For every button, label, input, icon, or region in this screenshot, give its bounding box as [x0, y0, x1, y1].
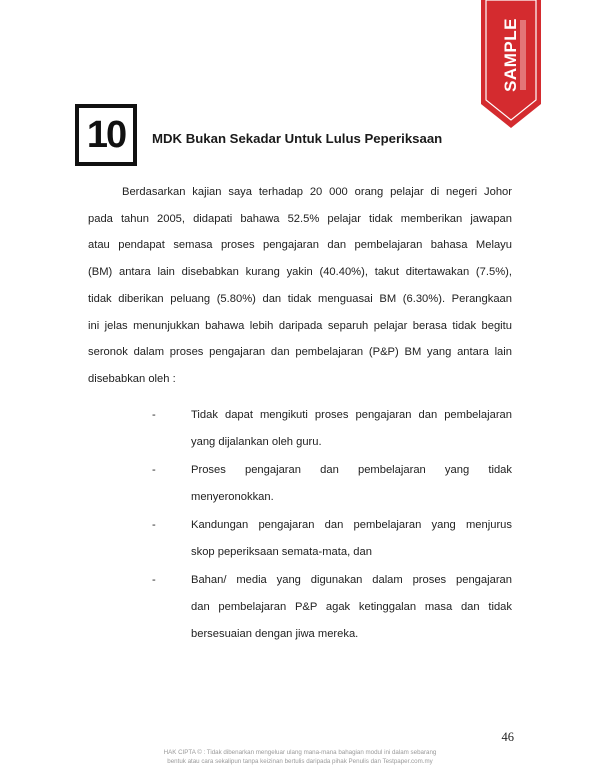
sample-ribbon: [481, 0, 541, 130]
list-item-line: menyeronokkan.: [191, 491, 274, 503]
paragraph-line: Berdasarkan kajian saya terhadap 20 000 orang pelajar di negeri Johor: [122, 186, 512, 198]
chapter-number: 10: [86, 113, 126, 156]
list-item-line: Bahan/ media yang digunakan dalam proses pengajaran: [191, 574, 512, 586]
paragraph-line: tidak diberikan peluang (5.80%) dan tidak menguasai BM (6.30%). Perangkaan: [88, 292, 512, 305]
list-item-line: Tidak dapat mengikuti proses pengajaran dan pembelajaran: [191, 409, 512, 421]
list-item-line: Proses pengajaran dan pembelajaran yang tidak: [191, 464, 512, 476]
list-item-line: bersesuaian dengan jiwa mereka.: [191, 628, 359, 640]
list-item: [152, 402, 512, 456]
list-item-line: skop peperiksaan semata-mata, dan: [191, 546, 372, 558]
paragraph-line: (BM) antara lain disebabkan kurang yakin (40.40%), takut ditertawakan (7.5%),: [88, 266, 512, 279]
sample-label: SAMPLE: [501, 18, 520, 92]
chapter-title: MDK Bukan Sekadar Untuk Lulus Peperiksaan: [152, 131, 443, 146]
list-item-line: yang dijalankan oleh guru.: [191, 436, 322, 448]
paragraph-line: ini jelas menunjukkan bahawa lebih daripada separuh pelajar berasa tidak begitu: [88, 319, 512, 332]
paragraph-line: disebabkan oleh :: [88, 372, 176, 385]
list-item: [152, 457, 512, 511]
bullet-dash: -: [152, 464, 156, 476]
list-item: [152, 512, 512, 566]
paragraph-line: pada tahun 2005, didapati bahawa 52.5% pelajar tidak memberikan jawapan: [88, 212, 512, 225]
page-number: 46: [501, 730, 514, 744]
list-item-line: Kandungan pengajaran dan pembelajaran yang menjurus: [191, 519, 512, 531]
paragraph-line: seronok dalam proses pengajaran dan pembelajaran (P&P) BM yang antara lain: [88, 346, 512, 359]
copyright-notice: [110, 748, 490, 766]
paragraph-line: atau pendapat semasa proses pengajaran dan pembelajaran bahasa Melayu: [88, 239, 512, 252]
bullet-dash: -: [152, 574, 156, 586]
bullet-dash: -: [152, 519, 156, 531]
bullet-list: [152, 402, 512, 649]
bullet-dash: -: [152, 409, 156, 421]
copyright-line: HAK CIPTA © : Tidak dibenarkan mengeluar ulang mana-mana bahagian modul ini dalam sebarang: [163, 749, 437, 756]
chapter-number-box: [75, 104, 137, 166]
copyright-line: bentuk atau cara sekalipun tanpa keizinan bertulis daripada pihak Penulis dan Testpaper.com.my: [167, 758, 433, 765]
list-item: [152, 567, 512, 648]
body-paragraph: [88, 179, 512, 393]
list-item-line: dan pembelajaran P&P agak ketinggalan masa dan tidak: [191, 601, 512, 613]
